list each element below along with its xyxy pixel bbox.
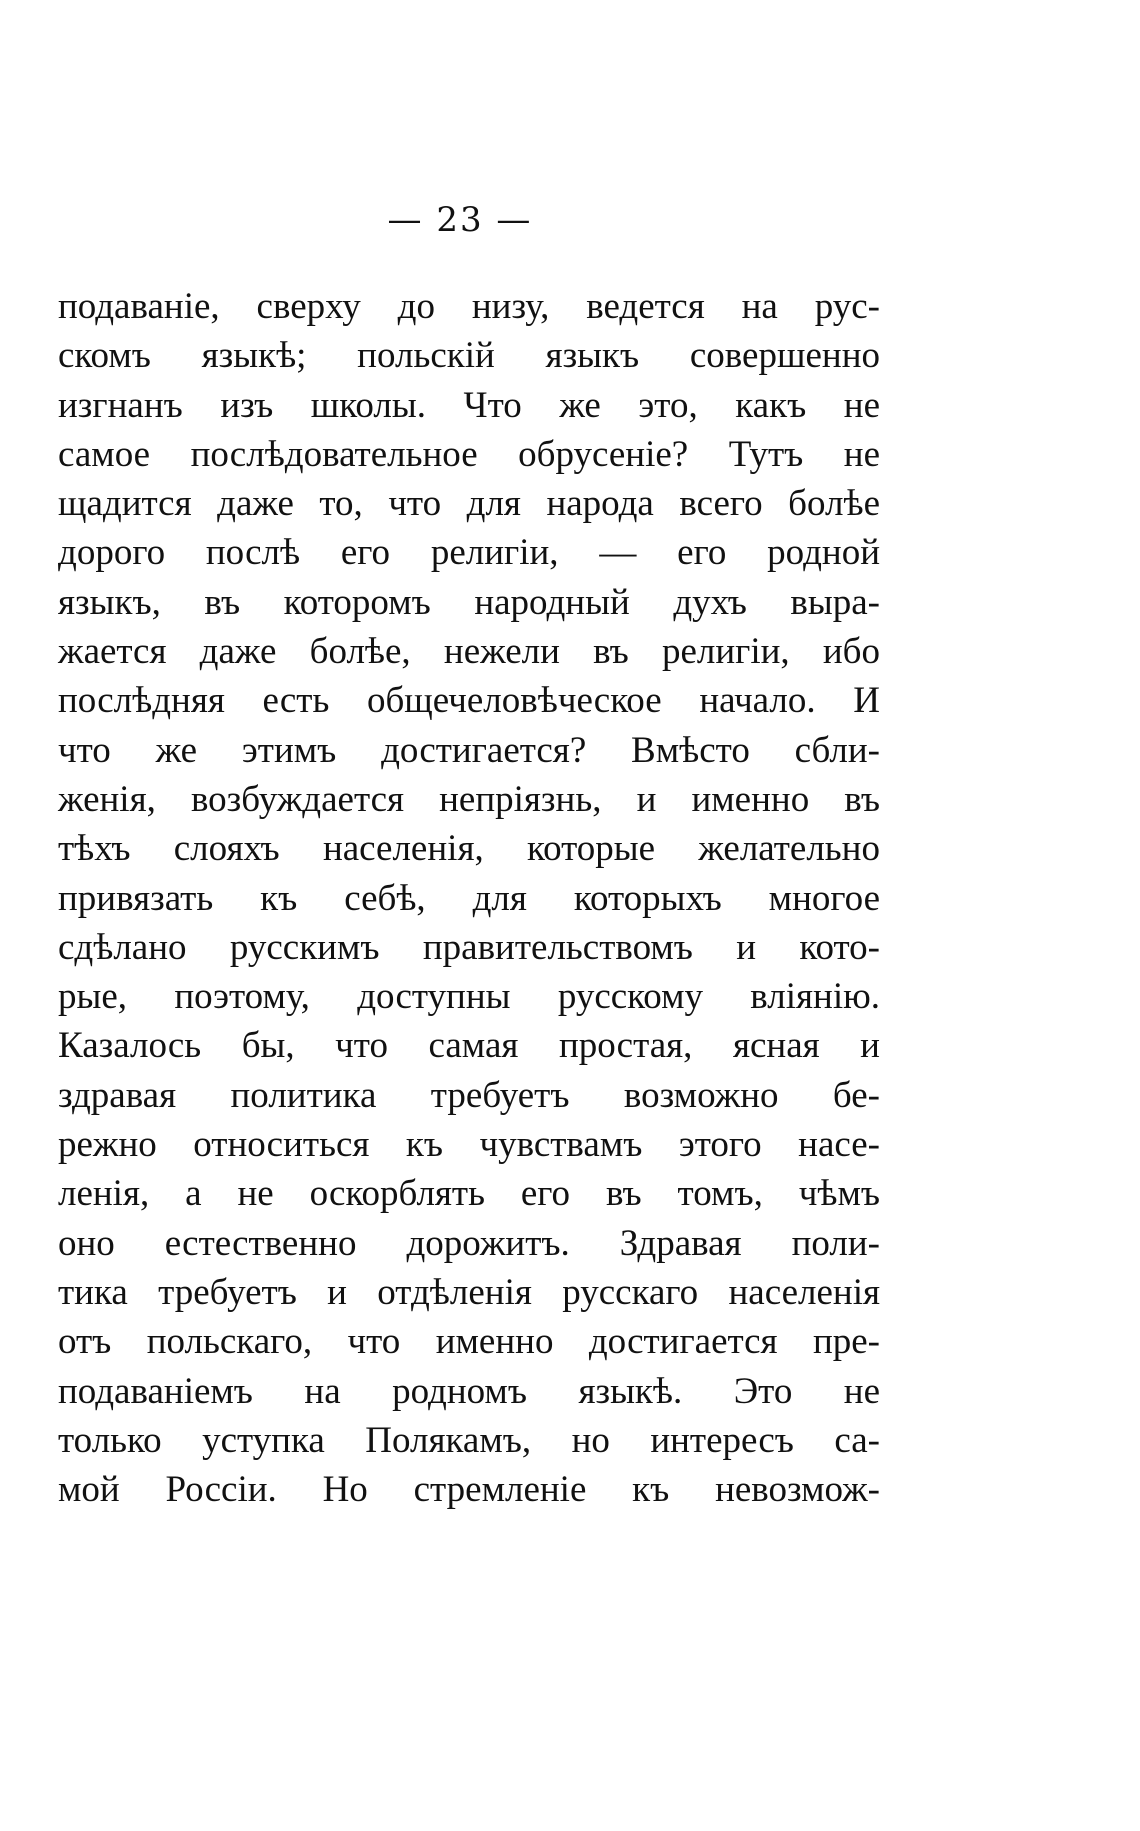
text-line: сдѣлано русскимъ правительствомъ и кото-: [58, 926, 880, 968]
text-line: рые, поэтому, доступны русскому вліянію.: [58, 976, 880, 1018]
page-number: — 23 —: [387, 200, 533, 240]
text-line: жается даже болѣе, нежели въ религіи, ибо: [58, 631, 880, 673]
text-line: оно естественно дорожитъ. Здравая поли-: [58, 1222, 880, 1264]
text-line: щадится даже то, что для народа всего болѣе: [58, 483, 880, 525]
text-line: изгнанъ изъ школы. Что же это, какъ не: [58, 384, 880, 426]
text-line: тѣхъ слояхъ населенія, которые желательно: [58, 828, 880, 870]
text-line: тика требуетъ и отдѣленія русскаго населенія: [58, 1271, 880, 1313]
text-line: привязать къ себѣ, для которыхъ многое: [58, 877, 880, 919]
text-line: ленія, а не оскорблять его въ томъ, чѣмъ: [58, 1173, 880, 1215]
text-line: только уступка Полякамъ, но интересъ са-: [58, 1419, 880, 1461]
text-line: отъ польскаго, что именно достигается пре-: [58, 1321, 880, 1363]
text-line: что же этимъ достигается? Вмѣсто сбли-: [58, 729, 880, 771]
text-line: Казалось бы, что самая простая, ясная и: [58, 1025, 880, 1067]
text-line: дорого послѣ его религіи, — его родной: [58, 532, 880, 574]
text-line: языкъ, въ которомъ народный духъ выра-: [58, 581, 880, 623]
text-line: здравая политика требуетъ возможно бе-: [58, 1074, 880, 1116]
text-line: самое послѣдовательное обрусеніе? Тутъ не: [58, 433, 880, 475]
text-line: мой Россіи. Но стремленіе къ невозмож-: [58, 1469, 880, 1511]
text-line: режно относиться къ чувствамъ этого насе-: [58, 1124, 880, 1166]
text-line: подаваніемъ на родномъ языкѣ. Это не: [58, 1370, 880, 1412]
body-text: [58, 282, 880, 1514]
text-line: подаваніе, сверху до низу, ведется на рус-: [58, 286, 880, 327]
text-line: послѣдняя есть общечеловѣческое начало. И: [58, 680, 880, 722]
text-line: скомъ языкѣ; польскій языкъ совершенно: [58, 335, 880, 377]
text-line: женія, возбуждается непріязнь, и именно въ: [58, 778, 880, 820]
